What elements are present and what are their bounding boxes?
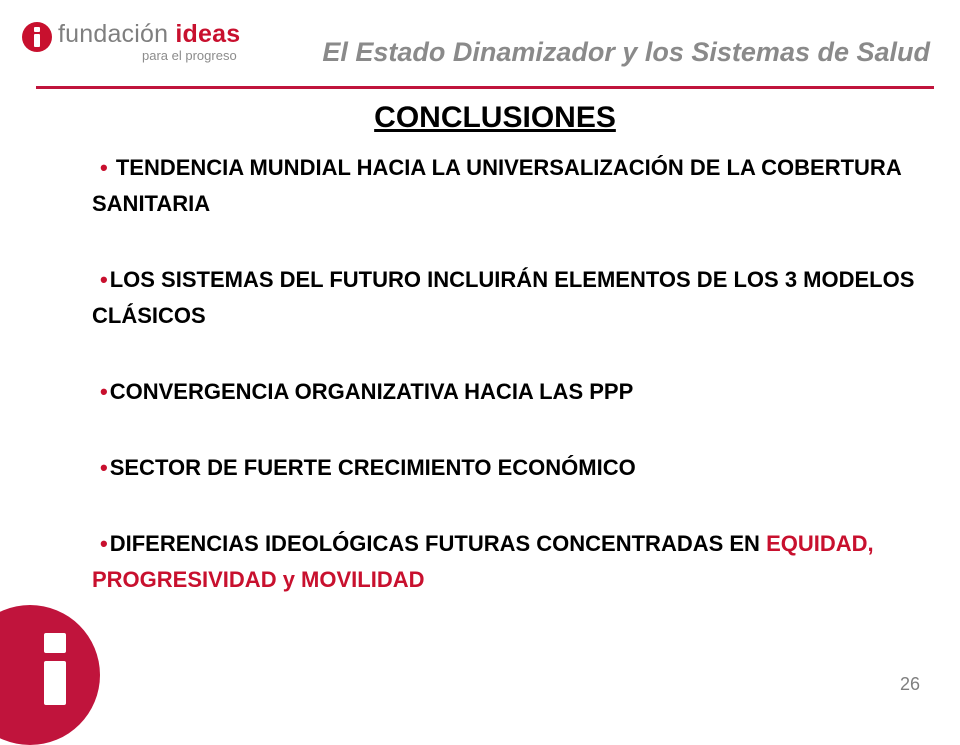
header-divider — [36, 86, 934, 89]
slide-title: CONCLUSIONES — [374, 101, 616, 134]
bullet-icon: • — [100, 267, 108, 292]
bullet-list — [92, 150, 922, 638]
bullet-icon: • — [100, 379, 108, 404]
logo-brand: ideas — [175, 20, 241, 48]
bullet-item — [92, 150, 922, 222]
logo-prefix: fundación — [58, 20, 169, 48]
bullet-text: CONVERGENCIA ORGANIZATIVA HACIA LAS PPP — [109, 379, 634, 404]
info-i-circle-icon — [0, 605, 100, 745]
page-number: 26 — [899, 674, 920, 694]
bullet-item — [92, 450, 922, 486]
bullet-icon: • — [100, 455, 108, 480]
bullet-text: DIFERENCIAS IDEOLÓGICAS FUTURAS CONCENTRADAS EN — [109, 531, 760, 556]
header-title: El Estado Dinamizador y los Sistemas de Salud — [322, 37, 930, 67]
info-i-circle-icon — [22, 22, 52, 52]
bullet-item — [92, 526, 922, 598]
logo-wordmark — [58, 20, 240, 48]
bullet-text: LOS SISTEMAS DEL FUTURO INCLUIRÁN ELEMENTOS DE LOS 3 MODELOS CLÁSICOS — [92, 267, 915, 328]
bullet-highlight: EQUIDAD, PROGRESIVIDAD y MOVILIDAD — [92, 531, 874, 592]
logo-tagline: para el progreso — [142, 48, 237, 63]
logo — [22, 18, 242, 68]
bullet-item — [92, 374, 922, 410]
bullet-icon: • — [100, 531, 108, 556]
bullet-text: TENDENCIA MUNDIAL HACIA LA UNIVERSALIZACIÓN DE LA COBERTURA SANITARIA — [92, 155, 901, 216]
bullet-item — [92, 262, 922, 334]
bullet-text: SECTOR DE FUERTE CRECIMIENTO ECONÓMICO — [109, 455, 636, 480]
bullet-icon: • — [100, 155, 108, 180]
